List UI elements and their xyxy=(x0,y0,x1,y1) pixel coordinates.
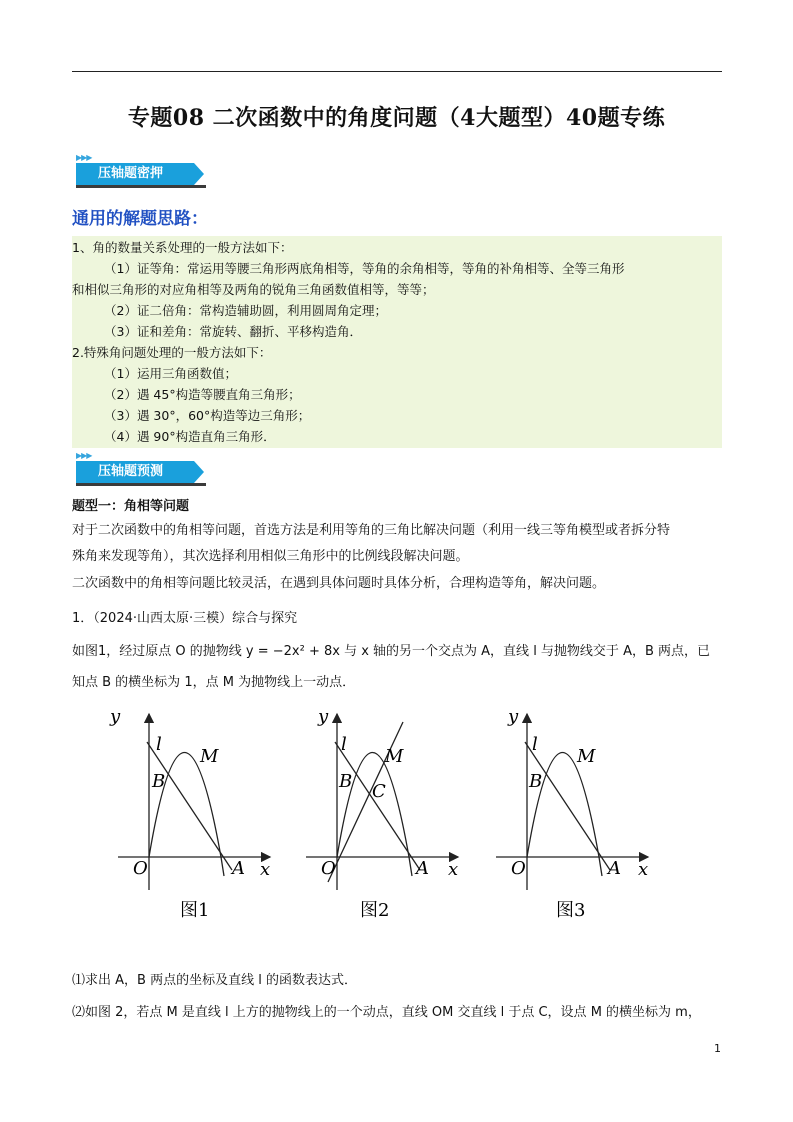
problem-text: 知点 B 的横坐标为 1，点 M 为抛物线上一动点． xyxy=(72,675,356,690)
point-label-M: M xyxy=(200,746,219,767)
problem-source: 1．（2024·山西太原·三模）综合与探究 xyxy=(72,611,298,626)
figure-caption: 图1 xyxy=(180,900,210,921)
axis-label-x: x xyxy=(638,859,649,880)
point-label-O: O xyxy=(511,858,526,879)
axis-label-x: x xyxy=(448,859,459,880)
line-label-l: l xyxy=(341,734,347,755)
method-line: 2.特殊角问题处理的一般方法如下： xyxy=(72,345,272,360)
method-line: （1）运用三角函数值； xyxy=(104,366,237,381)
point-label-A: A xyxy=(416,858,429,879)
problem-text: 如图1，经过原点 O 的抛物线 y = −2x² + 8x 与 x 轴的另一个交点为 A，直线 l 与抛物线交于 A，B 两点，已 xyxy=(72,644,711,659)
axis-label-y: y xyxy=(110,706,121,727)
arrow-icon: ▶▶▶ xyxy=(76,451,92,460)
method-line: （1）证等角：常运用等腰三角形两底角相等，等角的余角相等，等角的补角相等、全等三角形 xyxy=(104,261,625,276)
figure-caption: 图3 xyxy=(556,900,586,921)
figure-1 xyxy=(109,706,270,921)
axis-label-x: x xyxy=(260,859,271,880)
page-number: 1 xyxy=(714,1042,721,1055)
point-label-A: A xyxy=(608,858,621,879)
method-line: （2）证二倍角：常构造辅助圆，利用圆周角定理； xyxy=(104,303,387,318)
figure-3 xyxy=(496,706,648,921)
question-2: ⑵如图 2，若点 M 是直线 l 上方的抛物线上的一个动点，直线 OM 交直线 l 于点 C，设点 M 的横坐标为 m， xyxy=(72,1005,701,1020)
point-label-B: B xyxy=(529,771,543,792)
problem-number: 1． xyxy=(72,611,94,626)
point-label-M: M xyxy=(577,746,596,767)
point-label-B: B xyxy=(152,771,166,792)
method-line: （3）遇 30°，60°构造等边三角形； xyxy=(104,408,311,423)
page-title: 专题08 二次函数中的角度问题（4大题型）40题专练 xyxy=(127,105,666,131)
line-label-l: l xyxy=(156,734,162,755)
axis-label-y: y xyxy=(508,706,519,727)
question-1: ⑴求出 A，B 两点的坐标及直线 l 的函数表达式． xyxy=(72,973,357,988)
banner-yazhou-yuce xyxy=(76,452,204,486)
point-label-O: O xyxy=(133,858,148,879)
type1-heading: 题型一：角相等问题 xyxy=(72,499,190,514)
type1-paragraph: 二次函数中的角相等问题比较灵活，在遇到具体问题时具体分析，合理构造等角，解决问题。 xyxy=(72,576,606,591)
point-label-C: C xyxy=(372,781,386,802)
point-label-B: B xyxy=(339,771,353,792)
header-rule xyxy=(72,71,722,72)
banner-yazhou-mi xyxy=(76,154,204,188)
figure-2 xyxy=(306,706,458,921)
method-line: 和相似三角形的对应角相等及两角的锐角三角函数值相等，等等； xyxy=(72,282,435,297)
section-heading: 通用的解题思路： xyxy=(72,209,208,229)
arrow-icon: ▶▶▶ xyxy=(76,153,92,162)
figure-caption: 图2 xyxy=(360,900,390,921)
banner-label: 压轴题密押 xyxy=(76,163,194,185)
figures-group xyxy=(100,700,700,930)
method-line: （3）证和差角：常旋转、翻折、平移构造角． xyxy=(104,324,362,339)
type1-paragraph: 殊角来发现等角），其次选择利用相似三角形中的比例线段解决问题。 xyxy=(72,549,469,564)
point-label-A: A xyxy=(232,858,245,879)
point-label-O: O xyxy=(321,858,336,879)
type1-paragraph: 对于二次函数中的角相等问题，首选方法是利用等角的三角比解决问题（利用一线三等角模型或者拆分特 xyxy=(72,523,671,538)
point-label-M: M xyxy=(385,746,404,767)
line-label-l: l xyxy=(532,734,538,755)
method-line: （2）遇 45°构造等腰直角三角形； xyxy=(104,387,301,402)
method-line: （4）遇 90°构造直角三角形． xyxy=(104,429,276,444)
banner-label: 压轴题预测 xyxy=(76,461,194,483)
method-line: 1、角的数量关系处理的一般方法如下： xyxy=(72,240,293,255)
axis-label-y: y xyxy=(318,706,329,727)
